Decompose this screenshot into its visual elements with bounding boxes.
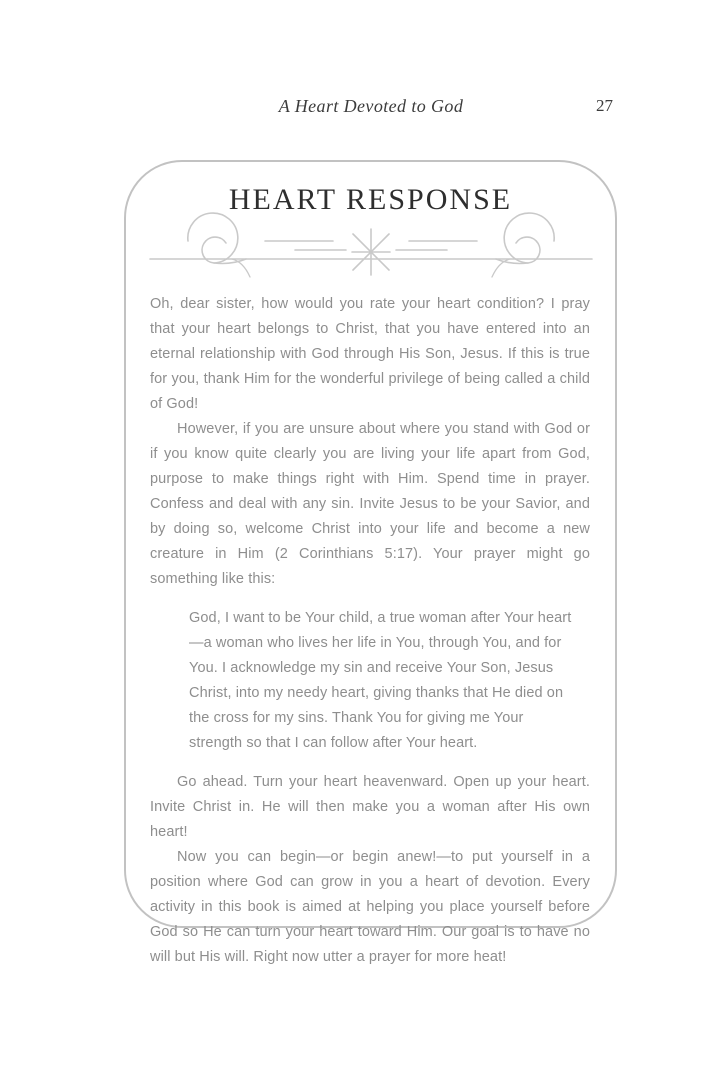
page-number: 27 xyxy=(596,96,613,115)
section-title: HEART RESPONSE xyxy=(228,183,513,216)
asterisk-star-icon xyxy=(352,229,390,275)
running-head: A Heart Devoted to God xyxy=(278,96,464,116)
right-curl-icon xyxy=(504,213,554,263)
heart-response-card xyxy=(124,160,617,965)
left-curl-icon xyxy=(187,213,237,263)
paragraph-now-begin: Now you can begin—or begin anew!—to put yourself in a position where God can grow in you a heart of devotion. Every activity in this book is aimed at helping you place yourself before God so He can turn your heart toward Him. Our goal is to have no will but His will. Right now utter a prayer for more heat! xyxy=(150,849,590,965)
paragraph-go-ahead: Go ahead. Turn your heart heavenward. Open up your heart. Invite Christ in. He will then make you a woman after His own heart! xyxy=(150,774,590,840)
paragraph-however: However, if you are unsure about where you stand with God or if you know quite clearly you are living your life apart from God, purpose to make things right with Him. Spend time in prayer. Confess and deal with any sin. Invite Jesus to be your Savior, and by doing so, welcome Christ into your life and become a new creature in Him (2 Corinthians 5:17). Your prayer might go something like this: xyxy=(150,421,590,587)
paragraph-opening: Oh, dear sister, how would you rate your heart condition? I pray that your heart belongs to Christ, that you have entered into an eternal relationship with God through His Son, Jesus. If this is true for you, thank Him for the wonderful privilege of being called a child of God! xyxy=(150,296,590,412)
card-body xyxy=(126,283,615,970)
prayer-quote: God, I want to be Your child, a true woman after Your heart—a woman who lives her life in You, through You, and for You. I acknowledge my sin and receive Your Son, Jesus Christ, into my needy heart, giving thanks that He died on the cross for my sins. Thank You for giving me Your strength so that I can follow after Your heart. xyxy=(189,610,572,751)
